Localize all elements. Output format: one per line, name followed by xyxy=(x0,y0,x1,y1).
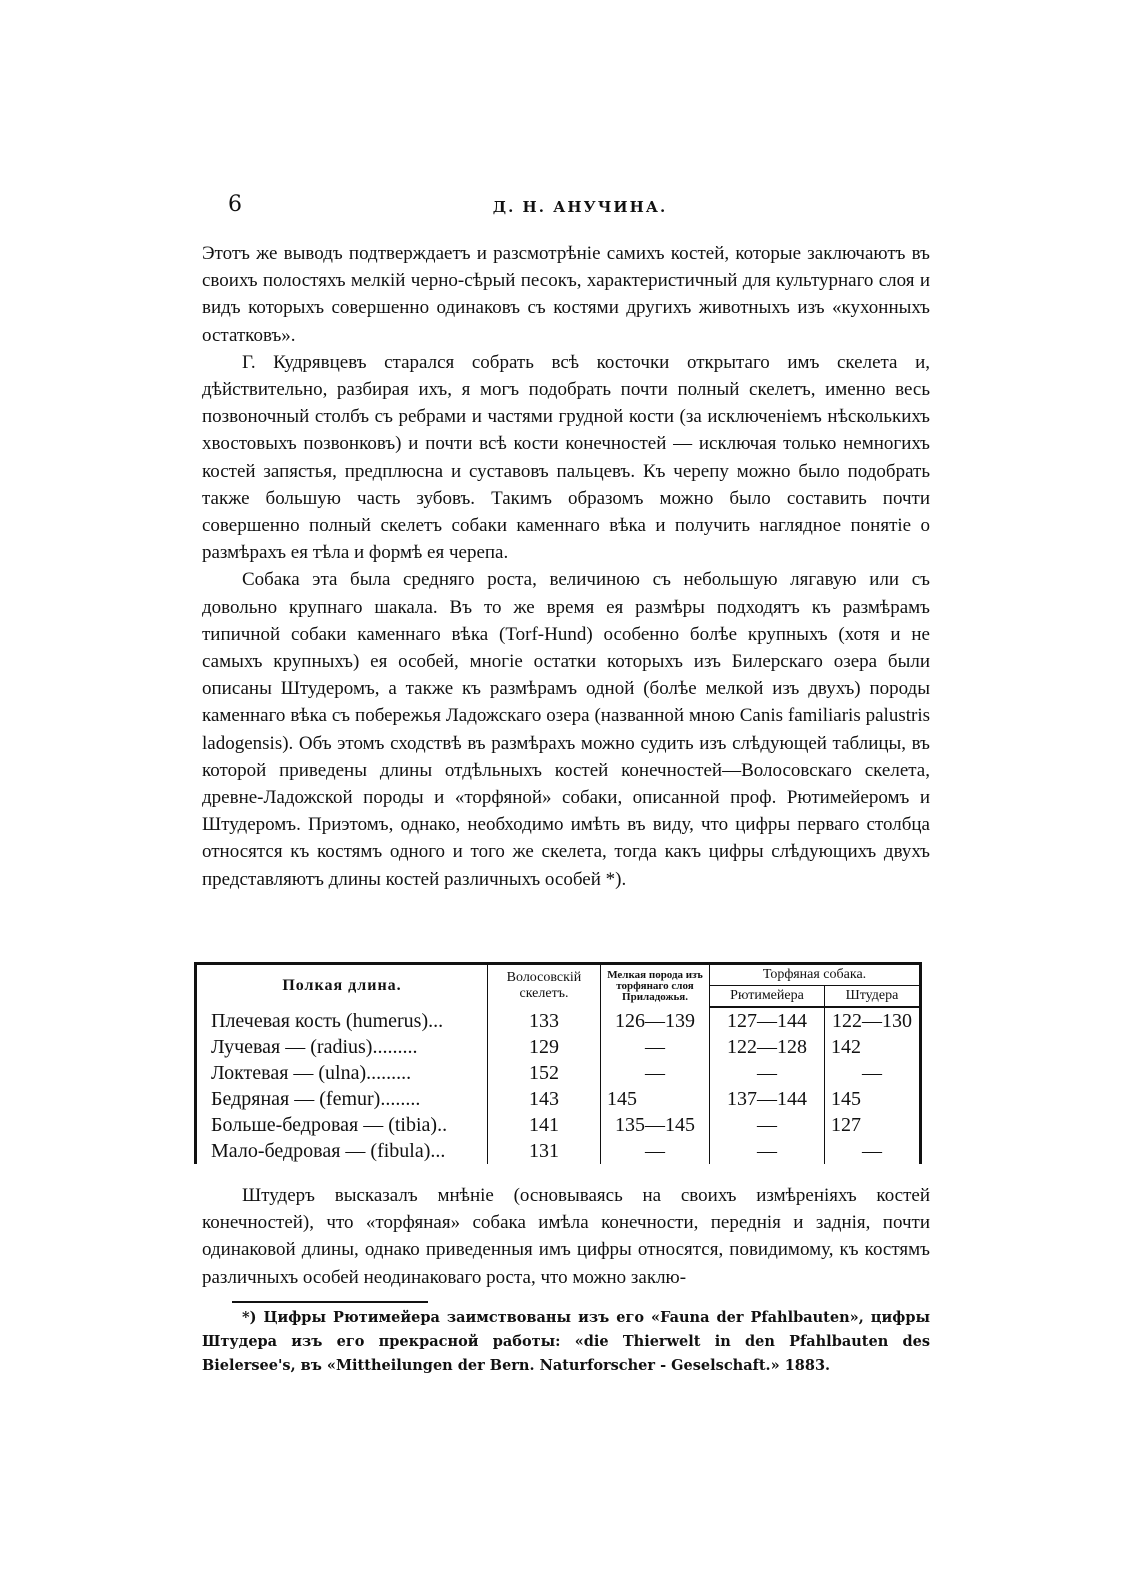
ladoga-value: — xyxy=(601,1138,710,1164)
ladoga-value: 145 xyxy=(601,1086,710,1112)
header-torf-group: Торфяная собака. xyxy=(710,964,921,986)
bone-name: Локтевая — (ulna)......... xyxy=(196,1060,488,1086)
measurements-table xyxy=(194,962,922,1164)
ladoga-value: — xyxy=(601,1060,710,1086)
text-block-top xyxy=(202,240,930,893)
volosovo-value: 141 xyxy=(488,1112,601,1138)
studer-value: 122—130 xyxy=(825,1007,921,1034)
volosovo-value: 131 xyxy=(488,1138,601,1164)
rutimeyer-value: 137—144 xyxy=(710,1086,825,1112)
header-name: Полкая длина. xyxy=(196,964,488,1008)
header-volosovo: Волосовскій скелетъ. xyxy=(488,964,601,1008)
ladoga-value: — xyxy=(601,1034,710,1060)
bone-name: Плечевая кость (humerus)... xyxy=(196,1007,488,1034)
table-row xyxy=(196,1138,921,1164)
footnote-divider xyxy=(232,1301,428,1303)
table-row xyxy=(196,1007,921,1034)
rutimeyer-value: — xyxy=(710,1060,825,1086)
table-row xyxy=(196,1112,921,1138)
volosovo-value: 152 xyxy=(488,1060,601,1086)
running-title: Д. Н. АНУЧИНА. xyxy=(492,198,668,216)
rutimeyer-value: — xyxy=(710,1138,825,1164)
paragraph-3: Собака эта была средняго роста, величиною съ небольшую лягавую или съ довольно крупнаго шакала. Въ то же время ея размѣры подходятъ къ размѣрамъ типичной собаки каменнаго вѣка (Torf-Hund) особенно болѣе крупныхъ (хотя и не самыхъ крупныхъ) ея особей, многіе остатки которыхъ изъ Билерскаго озера были описаны Штудеромъ, а также къ размѣрамъ одной (болѣе мелкой изъ двухъ) породы каменнаго вѣка съ побережья Ладожскаго озера (названной мною Canis familiaris palustris ladogensis). Объ этомъ сходствѣ въ размѣрахъ можно судить изъ слѣдующей таблицы, въ которой приведены длины отдѣльныхъ костей конечностей—Волосовскаго скелета, древне-Ладожской породы и «торфяной» собаки, описанной проф. Рютимейеромъ и Штудеромъ. Приэтомъ, однако, необходимо имѣть въ виду, что цифры перваго столбца относятся къ костямъ одного и того же скелета, тогда какъ цифры слѣдующихъ двухъ представляютъ длины костей различныхъ особей *). xyxy=(202,569,930,890)
header-rutimeyer: Рютимейера xyxy=(710,986,825,1008)
footnote: *) Цифры Рютимейера заимствованы изъ его «Fauna der Pfahlbauten», цифры Штудера изъ его прекрасной работы: «die Thierwelt in den Pfahlbauten des Bielersee's, въ «Mittheilungen der Bern. Naturforscher - Geselschaft.» 1883. xyxy=(202,1309,930,1374)
bone-name: Лучевая — (radius)......... xyxy=(196,1034,488,1060)
studer-value: — xyxy=(825,1060,921,1086)
volosovo-value: 143 xyxy=(488,1086,601,1112)
paragraph-4: Штудеръ высказалъ мнѣніе (основываясь на своихъ измѣреніяхъ костей конечностей), что «торфяная» собака имѣла конечности, переднія и заднія, почти одинаковой длины, однако приведенныя имъ цифры относятся, повидимому, къ костямъ различныхъ особей неодинаковаго роста, что можно заклю- xyxy=(202,1185,930,1288)
rutimeyer-value: 127—144 xyxy=(710,1007,825,1034)
page-number: 6 xyxy=(228,192,242,217)
studer-value: 127 xyxy=(825,1112,921,1138)
paragraph-1: Этотъ же выводъ подтверждаетъ и разсмотрѣніе самихъ костей, которые заключаютъ въ своихъ полостяхъ мелкій черно-сѣрый песокъ, характеристичный для культурнаго слоя и видъ которыхъ совершенно одинаковъ съ костями другихъ животныхъ изъ «кухонныхъ остатковъ». xyxy=(202,243,930,346)
paragraph-2: Г. Кудрявцевъ старался собрать всѣ косточки открытаго имъ скелета и, дѣйствительно, разбирая ихъ, я могъ подобрать почти полный скелетъ, именно весь позвоночный столбъ съ ребрами и частями грудной кости (за исключеніемъ нѣсколькихъ хвостовыхъ позвонковъ) и почти всѣ кости конечностей — исключая только немногихъ костей запястья, предплюсна и суставовъ пальцевъ. Къ черепу можно было подобрать также большую часть зубовъ. Такимъ образомъ можно было составить почти совершенно полный скелетъ собаки каменнаго вѣка и получить наглядное понятіе о размѣрахъ ея тѣла и формѣ ея черепа. xyxy=(202,351,930,564)
header-studer: Штудера xyxy=(825,986,921,1008)
studer-value: 142 xyxy=(825,1034,921,1060)
studer-value: 145 xyxy=(825,1086,921,1112)
bone-name: Больше-бедровая — (tibia).. xyxy=(196,1112,488,1138)
table-row xyxy=(196,1086,921,1112)
page-header xyxy=(220,192,940,222)
studer-value: — xyxy=(825,1138,921,1164)
ladoga-value: 126—139 xyxy=(601,1007,710,1034)
rutimeyer-value: — xyxy=(710,1112,825,1138)
measurements-table-wrap xyxy=(194,962,922,1164)
bone-name: Мало-бедровая — (fibula)... xyxy=(196,1138,488,1164)
text-block-bottom xyxy=(202,1182,930,1291)
table-row xyxy=(196,1060,921,1086)
ladoga-value: 135—145 xyxy=(601,1112,710,1138)
volosovo-value: 129 xyxy=(488,1034,601,1060)
rutimeyer-value: 122—128 xyxy=(710,1034,825,1060)
header-ladoga: Мелкая порода изъ торфянаго слоя Приладожья. xyxy=(601,964,710,1008)
volosovo-value: 133 xyxy=(488,1007,601,1034)
bone-name: Бедряная — (femur)........ xyxy=(196,1086,488,1112)
table-row xyxy=(196,1034,921,1060)
